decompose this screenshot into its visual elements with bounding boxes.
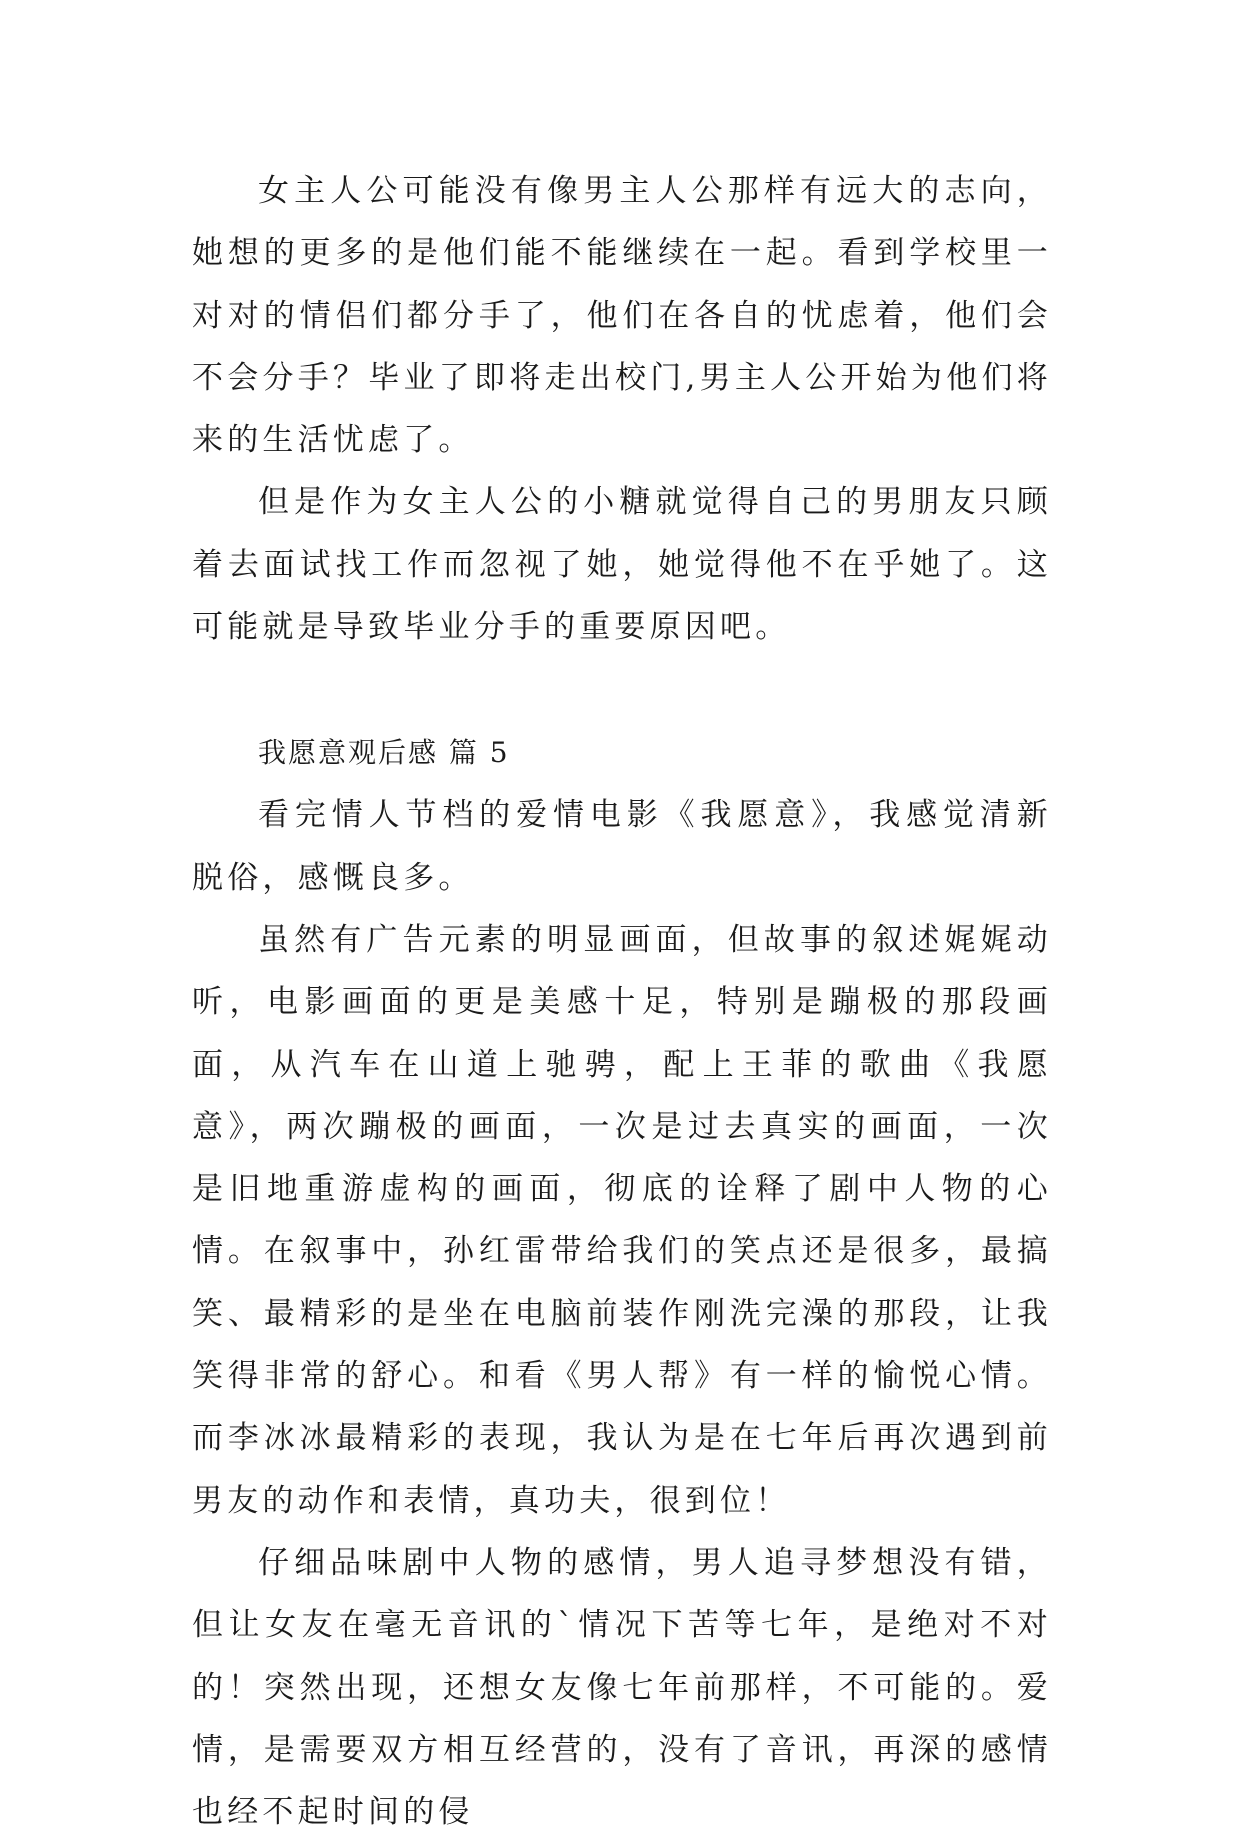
paragraph-intro: 看完情人节档的爱情电影《我愿意》，我感觉清新脱俗，感慨良多。 [192, 797, 1052, 896]
paragraph-female-lead-worries: 女主人公可能没有像男主人公那样有远大的志向，她想的更多的是他们能不能继续在一起。看到学校里一对对的情侣们都分手了，他们在各自的忧虑着，他们会不会分手？毕业了即将走出校门,男主人公开始为他们将来的生活忧虑了。 [192, 173, 1052, 459]
section-heading: 我愿意观后感 篇 5 [258, 736, 510, 770]
document-page [192, 160, 1052, 1843]
paragraph-reflection: 仔细品味剧中人物的感情，男人追寻梦想没有错，但让女友在毫无音讯的`情况下苦等七年，是绝对不对的！突然出现，还想女友像七年前那样，不可能的。爱情，是需要双方相互经营的，没有了音讯，再深的感情也经不起时间的侵 [192, 1544, 1052, 1831]
paragraph-xiaotang-feels-ignored: 但是作为女主人公的小糖就觉得自己的男朋友只顾着去面试找工作而忽视了她，她觉得他不在乎她了。这可能就是导致毕业分手的重要原因吧。 [192, 484, 1052, 646]
paragraph-film-scenes: 虽然有广告元素的明显画面，但故事的叙述娓娓动听，电影画面的更是美感十足，特别是蹦极的那段画面，从汽车在山道上驰骋，配上王菲的歌曲《我愿意》，两次蹦极的画面，一次是过去真实的画面，一次是旧地重游虚构的画面，彻底的诠释了剧中人物的心情。在叙事中，孙红雷带给我们的笑点还是很多，最搞笑、最精彩的是坐在电脑前装作刚洗完澡的那段，让我笑得非常的舒心。和看《男人帮》有一样的愉悦心情。而李冰冰最精彩的表现，我认为是在七年后再次遇到前男友的动作和表情，真功夫，很到位！ [192, 921, 1052, 1519]
section-spacer [192, 658, 1052, 722]
